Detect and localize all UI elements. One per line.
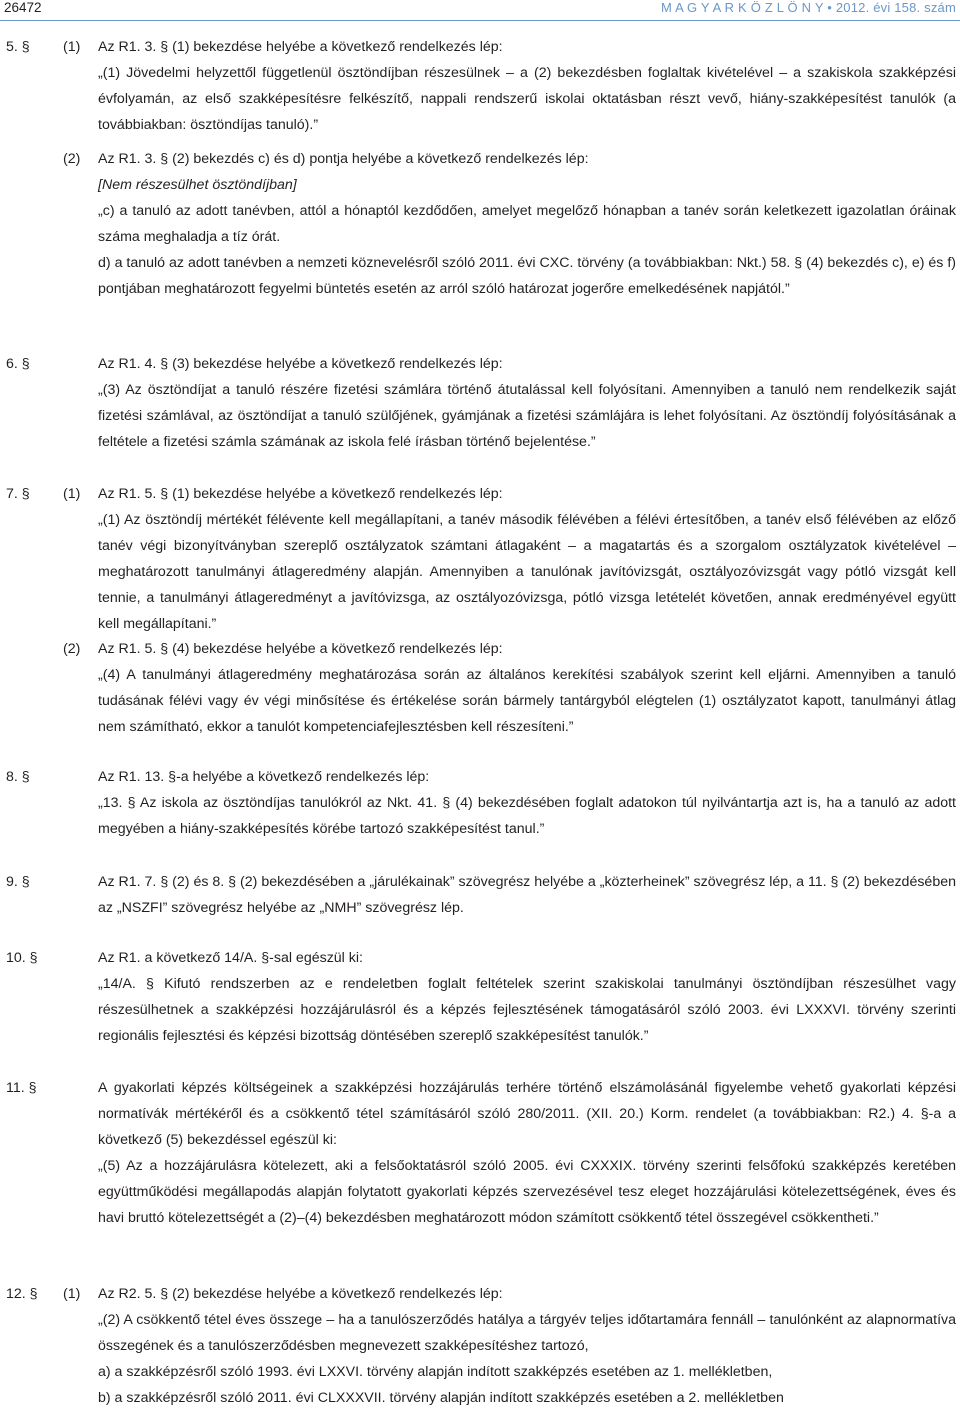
section-text	[98, 34, 956, 138]
section-text	[98, 764, 956, 842]
section-text	[98, 945, 956, 1049]
paragraph: A gyakorlati képzés költségeinek a szakképzési hozzájárulás terhére történő elszámolásánál figyelembe vehető gyakorlati képzési normatívák mértékéről és a csökkentő tétel számításáról szóló 280/2011. (XII. 20.) Korm. rendelet (a továbbiakban: R2.) 4. §-a a következő (5) bekezdéssel egészül ki:	[98, 1080, 956, 1148]
paragraph: Az R1. a következő 14/A. §-sal egészül ki:	[98, 950, 363, 966]
journal-title: M A G Y A R K Ö Z L Ö N Y • 2012. évi 158. szám	[660, 0, 956, 15]
paragraph: Az R2. 5. § (2) bekezdése helyébe a következő rendelkezés lép:	[98, 1286, 503, 1302]
section-number: 11. §	[6, 1080, 37, 1096]
section-9	[0, 869, 960, 925]
paragraph: Az R1. 7. § (2) és 8. § (2) bekezdésében a „járulékainak” szövegrész helyébe a „közterheinek” szövegrész lép, a 11. § (2) bekezdésében az „NSZFI” szövegrész helyébe az „NMH” szövegrész lép.	[98, 874, 956, 916]
paragraph: b) a szakképzésről szóló 2011. évi CLXXXVII. törvény alapján indított szakképzés esetében a 2. mellékletben	[98, 1390, 784, 1406]
paragraph: „(2) A csökkentő tétel éves összege – ha a tanulószerződés hatálya a tárgyév teljes időtartamára fennáll – tanulónként az alapnormatíva összegének és a tanulószerződésben megnevezett szakképesítéshez tartozó,	[98, 1312, 956, 1354]
paragraph: Az R1. 4. § (3) bekezdése helyébe a következő rendelkezés lép:	[98, 356, 503, 372]
section-text	[98, 146, 956, 302]
subsection-label: (1)	[63, 39, 81, 55]
section-text	[98, 1281, 956, 1411]
paragraph: „(3) Az ösztöndíjat a tanuló részére fizetési számlára történő átutalással kell folyósítani. Amennyiben a tanuló nem rendelkezik saját fizetési számlával, az ösztöndíjat a tanuló szülőjének, gyámjának a fizetési számlájára is lehet folyósítani. Az ösztöndíj folyósításának a feltétele a fizetési számla számának az iskola felé írásban történő bejelentése.”	[98, 382, 956, 450]
section-number: 6. §	[6, 356, 30, 372]
section-number: 9. §	[6, 874, 30, 890]
paragraph: a) a szakképzésről szóló 1993. évi LXXVI. törvény alapján indított szakképzés esetében az 1. mellékletben,	[98, 1364, 773, 1380]
section-number: 10. §	[6, 950, 38, 966]
paragraph: „(4) A tanulmányi átlageredmény meghatározása során az általános kerekítési szabályok szerint kell eljárni. Amennyiben a tanuló tudásának félévi vagy év végi minősítése és értékelése során bármely tantárgyból elégtelen (1) osztályzatot kapott, tanulmányi átlag nem számítható, ekkor a tanulót kompetenciafejlesztésben kell részesíteni.”	[98, 667, 956, 735]
subsection-label: (2)	[63, 641, 81, 657]
section-text	[98, 351, 956, 455]
paragraph: „14/A. § Kifutó rendszerben az e rendeletben foglalt feltételek szerint szakiskolai tanulmányi ösztöndíjban részesülhet vagy részesülhetnek a szakképzési hozzájárulásról és a képzés fejlesztésének támogatásáról szóló 2003. évi LXXXVI. törvény szerinti regionális fejlesztési és képzési bizottság döntésében szereplő szakképesítést tanulók.”	[98, 976, 956, 1044]
paragraph: Az R1. 3. § (1) bekezdése helyébe a következő rendelkezés lép:	[98, 39, 503, 55]
page-number: 26472	[4, 0, 42, 15]
section-number: 8. §	[6, 769, 30, 785]
paragraph: „c) a tanuló az adott tanévben, attól a hónaptól kezdődően, amelyet megelőző hónapban a tanév során keletkezett igazolatlan óráinak száma meghaladja a tíz órát.	[98, 203, 956, 245]
section-text	[98, 636, 956, 740]
paragraph: Az R1. 3. § (2) bekezdés c) és d) pontja helyébe a következő rendelkezés lép:	[98, 151, 589, 167]
section-text	[98, 869, 956, 921]
section-5	[0, 34, 960, 334]
paragraph: Az R1. 13. §-a helyébe a következő rendelkezés lép:	[98, 769, 430, 785]
paragraph: „(1) Az ösztöndíj mértékét félévente kell megállapítani, a tanév második félévében a félévi értesítőben, a tanév első félévében az előző tanév végi bizonyítványban szereplő osztályzatok számtani átlagaként – a magatartás és a szorgalom osztályzatok kivételével – meghatározott tanulmányi átlageredmény alapján. Amennyiben a tanulónak javítóvizsgát, osztályozóvizsgát vagy pótló vizsgát kell tennie, a tanulmányi átlageredményt a javítóvizsga, az osztályozóvizsga, pótló vizsga letételét követően, annak eredményével együtt kell megállapítani.”	[98, 512, 956, 632]
section-8	[0, 764, 960, 844]
subsection-label: (1)	[63, 1286, 81, 1302]
section-12	[0, 1281, 960, 1410]
section-7	[0, 481, 960, 741]
section-10	[0, 945, 960, 1055]
paragraph: d) a tanuló az adott tanévben a nemzeti köznevelésről szóló 2011. évi CXC. törvény (a továbbiakban: Nkt.) 58. § (4) bekezdés c), e) és f) pontjában meghatározott fegyelmi büntetés esetén az arról szóló határozat jogerőre emelkedésének napjától.”	[98, 255, 956, 297]
section-number: 12. §	[6, 1286, 38, 1302]
paragraph: „(1) Jövedelmi helyzettől függetlenül ösztöndíjban részesülnek – a (2) bekezdésben foglaltak kivételével – a szakiskola szakképzési évfolyamán, az első szakképesítésre felkészítő, nappali rendszerű iskolai oktatásban részt vevő, hiány-szakképesítést tanulók (a továbbiakban: ösztöndíjas tanuló).”	[98, 65, 956, 133]
paragraph: [Nem részesülhet ösztöndíjban]	[98, 177, 297, 193]
section-6	[0, 351, 960, 471]
header-rule	[0, 20, 960, 21]
subsection-label: (2)	[63, 151, 81, 167]
paragraph: Az R1. 5. § (1) bekezdése helyébe a következő rendelkezés lép:	[98, 486, 503, 502]
paragraph: „13. § Az iskola az ösztöndíjas tanulókról az Nkt. 41. § (4) bekezdésében foglalt adatokon túl nyilvántartja azt is, ha a tanuló az adott megyében a hiány-szakképesítés körébe tartozó szakképesítést tanul.”	[98, 795, 956, 837]
subsection-label: (1)	[63, 486, 81, 502]
section-number: 7. §	[6, 486, 30, 502]
section-text	[98, 1075, 956, 1231]
section-11	[0, 1075, 960, 1260]
paragraph: Az R1. 5. § (4) bekezdése helyébe a következő rendelkezés lép:	[98, 641, 503, 657]
section-number: 5. §	[6, 39, 30, 55]
paragraph: „(5) Az a hozzájárulásra kötelezett, aki a felsőoktatásról szóló 2005. évi CXXXIX. törvény szerinti felsőfokú szakképzés keretében együttműködési megállapodás alapján folytatott gyakorlati képzés szervezésével tesz eleget hozzájárulási kötelezettségének, éves és havi bruttó kötelezettségét a (2)–(4) bekezdésben meghatározott módon számított csökkentő tétel összegével csökkentheti.”	[98, 1158, 956, 1226]
section-text	[98, 481, 956, 637]
